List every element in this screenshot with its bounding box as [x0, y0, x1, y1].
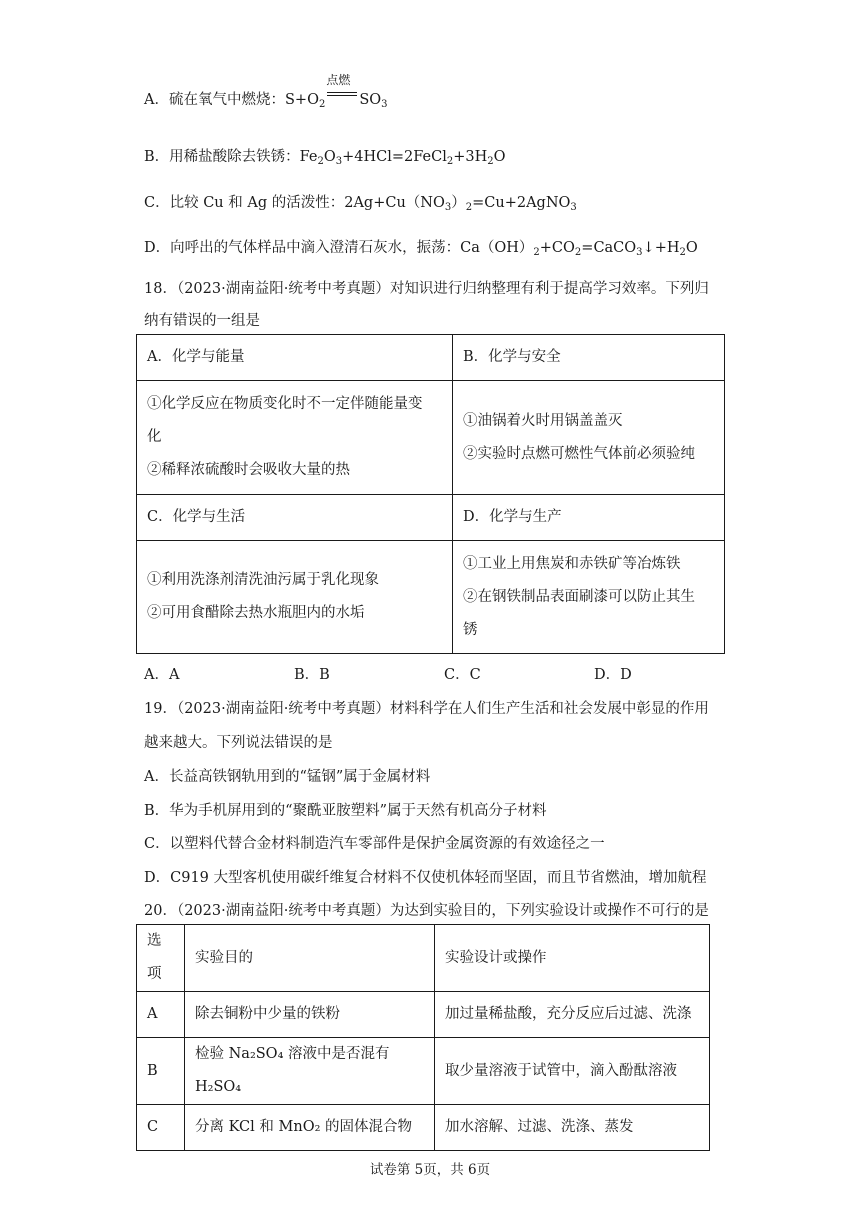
q19-option-b: B．华为手机屏用到的“聚酰亚胺塑料”属于天然有机高分子材料: [144, 803, 547, 819]
cell-a-body: ①化学反应在物质变化时不一定伴随能量变 化 ②稀释浓硫酸时会吸收大量的热: [137, 381, 453, 495]
table-row: C 分离 KCl 和 MnO₂ 的固体混合物 加水溶解、过滤、洗涤、蒸发: [137, 1105, 710, 1151]
q19-option-c: C．以塑料代替合金材料制造汽车零部件是保护金属资源的有效途径之一: [144, 836, 605, 852]
q19-option-a: A．长益高铁钢轨用到的“锰钢”属于金属材料: [144, 769, 431, 785]
header-method: 实验设计或操作: [435, 925, 710, 992]
table-row: A 除去铜粉中少量的铁粉 加过量稀盐酸，充分反应后过滤、洗涤: [137, 992, 710, 1038]
q19-stem-line1: 19．（2023·湖南益阳·统考中考真题）材料科学在人们生产生活和社会发展中彰显的作用: [144, 701, 709, 717]
q17-option-c: C．比较 Cu 和 Ag 的活泼性：$2Ag+Cu(NO_3)_2=Cu+2AgNO_3$: [144, 195, 577, 213]
q18-choices: [144, 663, 632, 684]
q18-choice-b: B．B: [294, 667, 330, 683]
header-option: 选项: [137, 925, 185, 992]
q18-choice-a: A．A: [144, 667, 180, 683]
cell-d-body: ①工业上用焦炭和赤铁矿等冶炼铁 ②在钢铁制品表面刷漆可以防止其生 锈: [453, 541, 725, 654]
q17-option-d: D．向呼出的气体样品中滴入澄清石灰水，振荡：$Ca(OH)_2+CO_2=CaCO_3↓+H_2O$: [144, 240, 698, 258]
cell-c-head: C．化学与生活: [137, 495, 453, 541]
q18-stem-line1: 18．（2023·湖南益阳·统考中考真题）对知识进行归纳整理有利于提高学习效率。下列归: [144, 281, 709, 297]
cell-d-head: D．化学与生产: [453, 495, 725, 541]
q18-stem-line2: 纳有错误的一组是: [144, 313, 260, 329]
q18-choice-c: C．C: [444, 667, 481, 683]
table-row: B 检验 Na₂SO₄ 溶液中是否混有 H₂SO₄ 取少量溶液于试管中，滴入酚酞溶液: [137, 1038, 710, 1105]
page-footer: 试卷第 5页，共 6页: [369, 1162, 491, 1178]
q17-option-a: A．硫在氧气中燃烧：$S+O_2$ 点燃 $SO_3$: [144, 73, 388, 110]
q20-stem: 20．（2023·湖南益阳·统考中考真题）为达到实验目的，下列实验设计或操作不可行的是: [144, 903, 709, 919]
reaction-condition: 点燃: [325, 88, 359, 102]
cell-b-body: ①油锅着火时用锅盖盖灭 ②实验时点燃可燃性气体前必须验纯: [453, 381, 725, 495]
cell-a-head: A．化学与能量: [137, 335, 453, 381]
q19-option-d: D．C919 大型客机使用碳纤维复合材料不仅使机体轻而坚固，而且节省燃油，增加航程: [144, 870, 707, 886]
header-goal: 实验目的: [185, 925, 435, 992]
cell-c-body: ①利用洗涤剂清洗油污属于乳化现象 ②可用食醋除去热水瓶胆内的水垢: [137, 541, 453, 654]
q19-stem-line2: 越来越大。下列说法错误的是: [144, 735, 333, 751]
q18-table: [136, 334, 725, 654]
cell-b-head: B．化学与安全: [453, 335, 725, 381]
q18-choice-d: D．D: [594, 667, 632, 683]
q17-option-b: B．用稀盐酸除去铁锈：$Fe_2O_3+4HCl=2FeCl_2+3H_2O$: [144, 149, 506, 167]
q20-table: [136, 924, 710, 1151]
